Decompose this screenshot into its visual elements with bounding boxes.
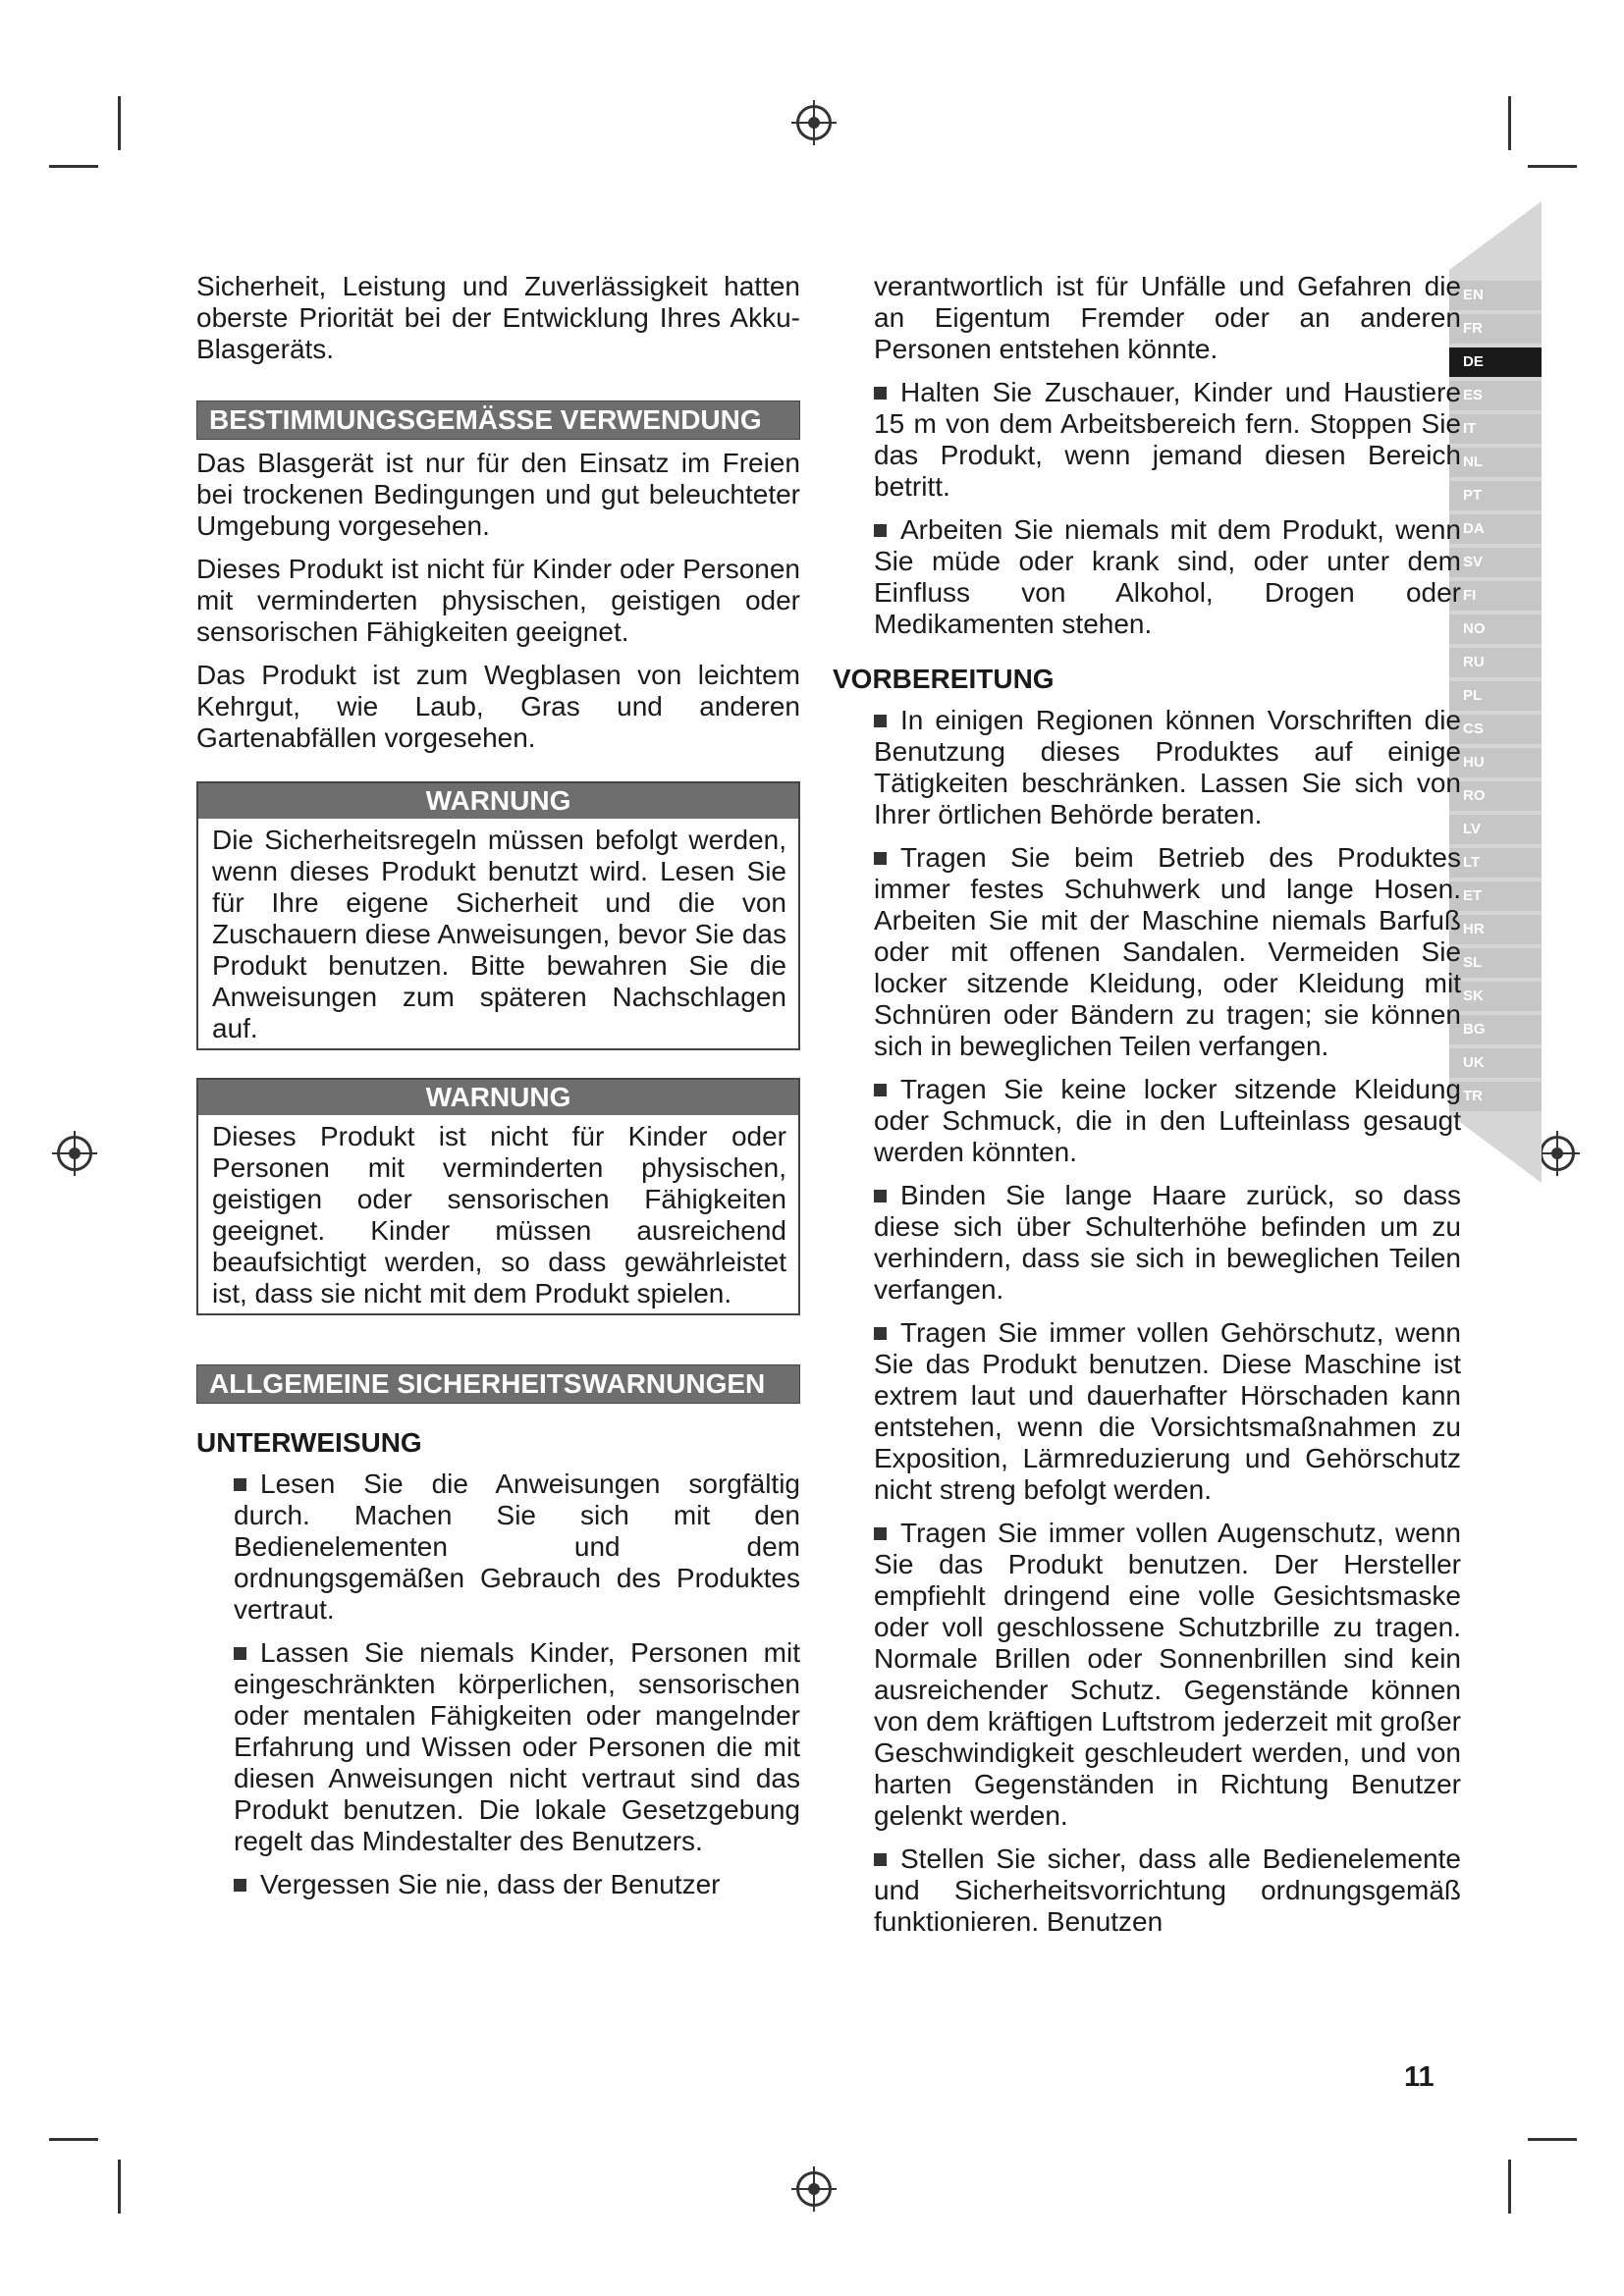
- bullet-square-icon: [874, 1084, 887, 1096]
- intro-paragraph: Sicherheit, Leistung und Zuverlässigkeit hatten oberste Priorität bei der Entwicklung Ihres Akku-Blasgeräts.: [196, 271, 800, 364]
- registration-mark-icon: [1540, 1136, 1575, 1171]
- language-tab-sk[interactable]: SK: [1449, 982, 1542, 1011]
- language-tab-nl[interactable]: NL: [1449, 448, 1542, 477]
- language-tab-bg[interactable]: BG: [1449, 1015, 1542, 1044]
- bullet-square-icon: [874, 1853, 887, 1866]
- paragraph: Das Blasgerät ist nur für den Einsatz im Freien bei trockenen Bedingungen und gut beleuchteter Umgebung vorgesehen.: [196, 448, 800, 541]
- bullet-square-icon: [874, 387, 887, 400]
- warning-text: Die Sicherheitsregeln müssen befolgt werden, wenn dieses Produkt benutzt wird. Lesen Sie für Ihre eigene Sicherheit und die von Zuschauern diese Anweisungen, bevor Sie das Produkt benutzen. Bitte bewahren Sie die Anweisungen zum späteren Nachschlagen auf.: [212, 825, 786, 1043]
- warning-text: Dieses Produkt ist nicht für Kinder oder Personen mit verminderten physischen, geistigen oder sensorischen Fähigkeiten geeignet. Kinder müssen ausreichend beaufsichtigt werden, so dass gewährleistet ist, dass sie nicht mit dem Produkt spielen.: [212, 1121, 786, 1308]
- page-number: 11: [1404, 2061, 1435, 2093]
- bullet-square-icon: [234, 1478, 246, 1491]
- language-tab-uk[interactable]: UK: [1449, 1048, 1542, 1078]
- bullet-square-icon: [234, 1879, 246, 1892]
- language-tab-et[interactable]: ET: [1449, 881, 1542, 911]
- bullet-list: [196, 1468, 800, 1900]
- language-tab-da[interactable]: DA: [1449, 514, 1542, 544]
- bullet-list: [833, 377, 1461, 640]
- list-item: In einigen Regionen können Vorschriften die Benutzung dieses Produktes auf einige Tätigkeiten beschränken. Lassen Sie sich von Ihrer örtlichen Behörde beraten.: [874, 705, 1461, 829]
- left-column: [196, 271, 800, 1912]
- list-item: Binden Sie lange Haare zurück, so dass diese sich über Schulterhöhe befinden um zu verhindern, dass sie sich in beweglichen Teilen verfangen.: [874, 1180, 1461, 1305]
- list-item: Tragen Sie beim Betrieb des Produktes immer festes Schuhwerk und lange Hosen. Arbeiten Sie mit der Maschine niemals Barfuß oder mit offenen Sandalen. Vermeiden Sie locker sitzende Kleidung, oder Kleidung mit Schnüren oder Bändern zu tragen; sie können sich in beweglichen Teilen verfangen.: [874, 842, 1461, 1061]
- bullet-square-icon: [874, 1527, 887, 1540]
- list-item: Tragen Sie immer vollen Augenschutz, wenn Sie das Produkt benutzen. Der Hersteller empfiehlt dringend eine volle Gesichtsmaske oder voll geschlossene Schutzbrille zu tragen. Normale Brillen oder Sonnenbrillen sind kein ausreichender Schutz. Gegenstände können von dem kräftigen Luftstrom jederzeit mit großer Geschwindigkeit geschleudert werden, und von harten Gegenständen in Richtung Benutzer gelenkt werden.: [874, 1518, 1461, 1831]
- bullet-square-icon: [874, 524, 887, 537]
- list-item: Tragen Sie immer vollen Gehörschutz, wenn Sie das Produkt benutzen. Diese Maschine ist extrem laut und dauerhafter Hörschaden kann entstehen, wenn die Vorsichtsmaßnahmen zu Exposition, Lärmreduzierung und Gehörschutz nicht streng befolgt werden.: [874, 1317, 1461, 1505]
- subheading-training: UNTERWEISUNG: [196, 1427, 422, 1458]
- language-tab-sv[interactable]: SV: [1449, 548, 1542, 577]
- list-item: Tragen Sie keine locker sitzende Kleidung oder Schmuck, die in den Lufteinlass gesaugt werden könnten.: [874, 1074, 1461, 1167]
- paragraph: Dieses Produkt ist nicht für Kinder oder Personen mit verminderten physischen, geistigen oder sensorischen Fähigkeiten geeignet.: [196, 554, 800, 647]
- warning-title: WARNUNG: [198, 783, 798, 819]
- registration-mark-icon: [796, 105, 832, 140]
- language-tab-en[interactable]: EN: [1449, 281, 1542, 310]
- paragraph: Das Produkt ist zum Wegblasen von leichtem Kehrgut, wie Laub, Gras und anderen Gartenabfällen vorgesehen.: [196, 660, 800, 753]
- language-tab-es[interactable]: ES: [1449, 381, 1542, 410]
- list-item: Stellen Sie sicher, dass alle Bedienelemente und Sicherheitsvorrichtung ordnungsgemäß funktionieren. Benutzen: [874, 1843, 1461, 1937]
- language-tab-pt[interactable]: PT: [1449, 481, 1542, 510]
- bullet-square-icon: [874, 1190, 887, 1202]
- warning-title: WARNUNG: [198, 1080, 798, 1115]
- section-heading-general-safety: ALLGEMEINE SICHERHEITSWARNUNGEN: [196, 1364, 800, 1404]
- crop-mark: [1528, 2138, 1577, 2141]
- right-column: [833, 271, 1461, 1949]
- language-tab-fi[interactable]: FI: [1449, 581, 1542, 611]
- list-item: Lassen Sie niemals Kinder, Personen mit eingeschränkten körperlichen, sensorischen oder mentalen Fähigkeiten oder mangelnder Erfahrung und Wissen oder Personen die mit diesen Anweisungen nicht vertraut sind das Produkt benutzen. Die lokale Gesetzgebung regelt das Mindestalter des Benutzers.: [234, 1637, 800, 1856]
- registration-mark-icon: [57, 1136, 92, 1171]
- bullet-square-icon: [874, 852, 887, 865]
- language-tab-it[interactable]: IT: [1449, 414, 1542, 444]
- crop-mark: [49, 2138, 98, 2141]
- bullet-square-icon: [234, 1647, 246, 1660]
- section-heading-intended-use: BESTIMMUNGSGEMÄSSE VERWENDUNG: [196, 400, 800, 440]
- list-item: Halten Sie Zuschauer, Kinder und Haustiere 15 m von dem Arbeitsbereich fern. Stoppen Sie das Produkt, wenn jemand diesen Bereich betritt.: [874, 377, 1461, 502]
- language-tab-pl[interactable]: PL: [1449, 681, 1542, 711]
- language-tab-hr[interactable]: HR: [1449, 915, 1542, 944]
- language-tab-list: [1449, 281, 1542, 1115]
- bullet-square-icon: [874, 1327, 887, 1340]
- bullet-square-icon: [874, 715, 887, 727]
- crop-mark: [49, 165, 98, 168]
- language-tab-cs[interactable]: CS: [1449, 715, 1542, 744]
- language-tab-sl[interactable]: SL: [1449, 948, 1542, 978]
- warning-box: [196, 1078, 800, 1315]
- language-tab-lv[interactable]: LV: [1449, 815, 1542, 844]
- warning-box: [196, 781, 800, 1050]
- language-tab-tr[interactable]: TR: [1449, 1082, 1542, 1111]
- crop-mark: [118, 2160, 121, 2214]
- crop-mark: [1508, 2160, 1511, 2214]
- language-tab-no[interactable]: NO: [1449, 614, 1542, 644]
- subheading-preparation: VORBEREITUNG: [833, 664, 1055, 694]
- crop-mark: [118, 96, 121, 150]
- paragraph: verantwortlich ist für Unfälle und Gefahren die an Eigentum Fremder oder an anderen Personen entstehen könnte.: [874, 271, 1461, 364]
- language-tab-ro[interactable]: RO: [1449, 781, 1542, 811]
- language-tab-fr[interactable]: FR: [1449, 314, 1542, 344]
- bullet-list: [833, 705, 1461, 1938]
- crop-mark: [1528, 165, 1577, 168]
- list-item: Arbeiten Sie niemals mit dem Produkt, wenn Sie müde oder krank sind, oder unter dem Einfluss von Alkohol, Drogen oder Medikamenten stehen.: [874, 514, 1461, 639]
- list-item: Vergessen Sie nie, dass der Benutzer: [234, 1869, 800, 1900]
- language-tab-hu[interactable]: HU: [1449, 748, 1542, 777]
- list-item: Lesen Sie die Anweisungen sorgfältig durch. Machen Sie sich mit den Bedienelementen und dem ordnungsgemäßen Gebrauch des Produktes vertraut.: [234, 1468, 800, 1625]
- crop-mark: [1508, 96, 1511, 150]
- language-tab-ru[interactable]: RU: [1449, 648, 1542, 677]
- language-tab-de[interactable]: DE: [1449, 347, 1542, 377]
- language-tab-lt[interactable]: LT: [1449, 848, 1542, 878]
- registration-mark-icon: [796, 2171, 832, 2207]
